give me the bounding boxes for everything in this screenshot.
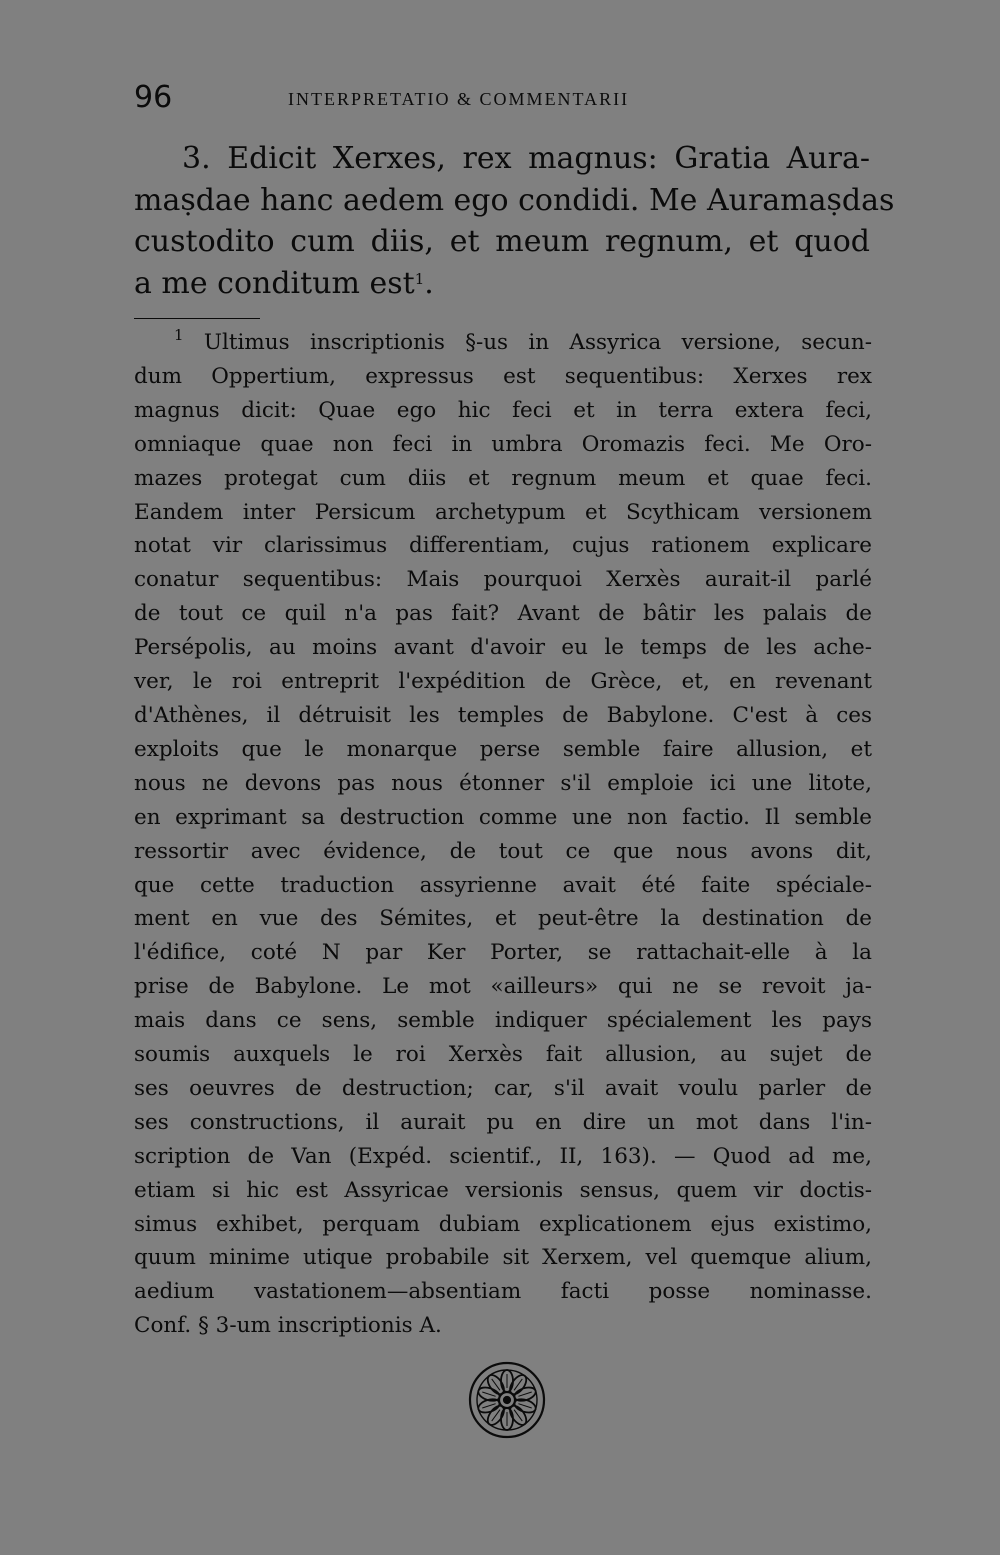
footnote-line: mais dans ce sens, semble indiquer spécialement les pays	[134, 1008, 872, 1034]
footnote-line-text: Ultimus inscriptionis §-us in Assyrica versione, secun-	[203, 330, 872, 355]
rosette-ornament-icon	[467, 1360, 547, 1440]
footnote-line: aedium vastationem—absentiam facti posse nominasse.	[134, 1279, 872, 1305]
footnote-line: que cette traduction assyrienne avait été faite spéciale-	[134, 872, 872, 898]
footnote-line: ses oeuvres de destruction; car, s'il avait voulu parler de	[134, 1075, 872, 1101]
footnote-line: conatur sequentibus: Mais pourquoi Xerxès aurait-il parlé	[134, 567, 872, 593]
footnote-line: nous ne devons pas nous étonner s'il emploie ici une litote,	[134, 770, 872, 796]
footnote-line: exploits que le monarque perse semble faire allusion, et	[134, 736, 872, 762]
main-line: custodito cum diis, et meum regnum, et quod	[134, 224, 870, 259]
footnote-line: omniaque quae non feci in umbra Oromazis feci. Me Oro-	[134, 431, 872, 457]
footnote	[134, 326, 872, 1343]
footnote-line: notat vir clarissimus differentiam, cujus rationem explicare	[134, 533, 872, 559]
footnote-reference: 1	[414, 269, 425, 288]
footnote-separator	[134, 318, 260, 319]
footnote-line	[134, 326, 872, 360]
footnote-line: scription de Van (Expéd. scientif., II, 163). — Quod ad me,	[134, 1143, 872, 1169]
footnote-line: simus exhibet, perquam dubiam explicationem ejus existimo,	[134, 1211, 872, 1237]
footnote-line: dum Oppertium, expressus est sequentibus: Xerxes rex	[134, 363, 872, 389]
main-paragraph	[134, 138, 895, 304]
footnote-line: Eandem inter Persicum archetypum et Scythicam versionem	[134, 499, 872, 525]
main-line-text: a me conditum est	[134, 265, 415, 301]
main-line: 3. Edicit Xerxes, rex magnus: Gratia Aura-	[182, 141, 870, 176]
running-title: INTERPRETATIO & COMMENTARII	[288, 89, 630, 109]
footnote-line: d'Athènes, il détruisit les temples de Babylone. C'est à ces	[134, 702, 872, 728]
main-line-last	[134, 263, 870, 305]
footnote-line: soumis auxquels le roi Xerxès fait allusion, au sujet de	[134, 1042, 872, 1068]
page-header	[134, 78, 874, 118]
footnote-line: en exprimant sa destruction comme une non factio. Il semble	[134, 804, 872, 830]
footnote-line: Conf. § 3-um inscriptionis A.	[134, 1313, 442, 1339]
footnote-line: ver, le roi entreprit l'expédition de Grèce, et, en revenant	[134, 669, 872, 695]
footnote-line: de tout ce quil n'a pas fait? Avant de bâtir les palais de	[134, 601, 872, 627]
footnote-line: mazes protegat cum diis et regnum meum et quae feci.	[134, 465, 872, 491]
page-number: 96	[134, 80, 173, 115]
footnote-line: quum minime utique probabile sit Xerxem, vel quemque alium,	[134, 1245, 872, 1271]
main-line-punct: .	[424, 265, 434, 301]
footnote-line: prise de Babylone. Le mot «ailleurs» qui ne se revoit ja-	[134, 974, 872, 1000]
footnote-line: etiam si hic est Assyricae versionis sensus, quem vir doctis-	[134, 1177, 872, 1203]
footnote-line: ressortir avec évidence, de tout ce que nous avons dit,	[134, 838, 872, 864]
footnote-line: Persépolis, au moins avant d'avoir eu le temps de les ache-	[134, 635, 872, 661]
footnote-line: ses constructions, il aurait pu en dire un mot dans l'in-	[134, 1109, 872, 1135]
footnote-line: l'édifice, coté N par Ker Porter, se rattachait-elle à la	[134, 940, 872, 966]
footnote-line: magnus dicit: Quae ego hic feci et in terra extera feci,	[134, 397, 872, 423]
footnote-marker: 1	[174, 326, 184, 344]
main-line: maṣdae hanc aedem ego condidi. Me Auramaṣdas	[134, 182, 895, 218]
footnote-line: ment en vue des Sémites, et peut-être la destination de	[134, 906, 872, 932]
